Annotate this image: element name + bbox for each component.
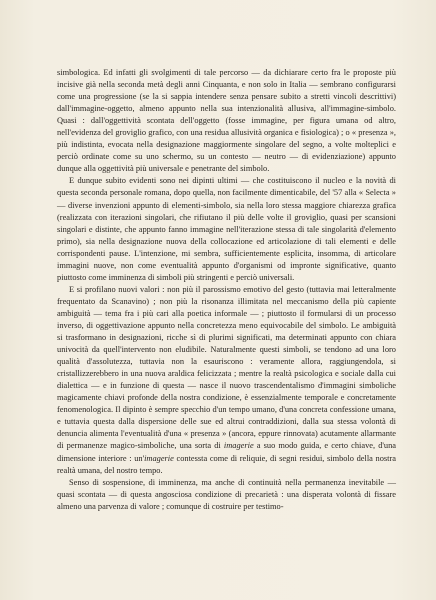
paragraph [57,477,396,513]
text-run: E dunque subito evidenti sono nei dipinti ultimi — che costituiscono il nucleo e la novità di questa seconda personale romana, dopo quella, non facilmente dimenticabile, del '57 alla « Selecta » — diverse invenzioni appunto di elementi-simbolo, sia nella loro stessa maggiore chiarezza grafica (realizzata con iterazioni singolari, che rifiutano il più delle volte il groviglio, quasi per scansioni singolari e distinte, che appunto fanno immagine nell'iterazione stessa di tale singolarità d'elemento primo), sia nella designazione nuova della collocazione ed articolazione di tali elementi e delle corrispondenti pause. L'intenzione, mi sembra, sufficientemente esplicita, insomma, di articolare immagini nuove, non come eventualità appunto d'organismi od impronte significative, quanto piuttosto come imminenza di simboli più stringenti e perciò universali. [57,176,396,282]
text-run: simbologica. Ed infatti gli svolgimenti di tale percorso — da dichiarare certo fra le proposte più incisive già nella seconda metà degli anni Cinquanta, e non solo in Italia — sembrano configurarsi come una progressione (se la si sappia intendere senza pensare subito a stretti vincoli descrittivi) dall'immagine-oggetto, almeno appunto nella sua intenzionalità allusiva, all'immagine-simbolo. Quasi : dall'oggettività scontata dell'oggetto (fosse immagine, per figura umana od altro, nell'evidenza del groviglio grafico, con una residua allusività organica e fisiologica) ; o « presenza », più indistinta, evocata nella designazione maggiormente singolare del segno, a volte molteplici e perciò ordinate come su uno schermo, su un contesto — neutro — di evidenziazione) appunto dunque alla oggettività più universale e penetrante del simbolo. [57,68,396,174]
paragraph [57,284,396,477]
text-run: Senso di sospensione, di imminenza, ma anche di continuità nella permanenza inevitabile — quasi scontata — di questa angosciosa condizione di precarietà : una disperata volontà di fissare almeno una parvenza di valore ; comunque di costruire per testimo- [57,477,396,511]
body-text [57,67,396,513]
paragraph [57,175,396,283]
text-run: E si profilano nuovi valori : non più il parossismo emotivo del gesto (tuttavia mai letteralmente frequentato da Scanavino) ; non più la risonanza illimitata nel meccanismo della più capiente ambiguità — tema fra i più cari alla poetica informale — ; piuttosto il formularsi di un processo inverso, di oggettivazione appunto nella concretezza meno equivocabile del simbolo. Le ambiguità si trasformano in designazioni, ricche sì di plurimi significati, ma determinati appunto con chiara univocità da quell'intervento non eludibile. Naturalmente questi simboli, se tendono ad una loro qualità d'assolutezza, tuttavia non la esauriscono : veramente allora, raggiungendola, si cristallizzerebbero in una nuova araldica felicizzata ; mentre la realtà psicologica e sociale dalla cui dialettica — e in funzione di questa — nasce il nuovo trascendentalismo d'immagini simboliche magicamente chiavi profonde della nostra condizione, è essenzialmente temporale e concretamente fenomenologica. Il dipinto è sempre specchio d'un tempo umano, d'una concreta confessione umana, e tuttavia questa dalla dispersione delle sue ed altrui contraddizioni, dalla sua stessa volontà di denuncia alimenta l'eventualità d'una « presenza » (ancora, eppure rinnovata) acutamente allarmante di permanenze magico-simboliche, una sorta di [57,284,396,451]
italic-term: imagerie [144,453,174,463]
italic-term: imagerie [223,441,254,451]
text-run: a suo modo guida, e certo chiave, d'una dimensione interiore : un' [57,441,396,463]
text-run: contessta come di reliquie, di segni residui, simbolo della nostra realtà umana, del nostro tempo. [57,453,396,475]
paragraph [57,67,396,175]
